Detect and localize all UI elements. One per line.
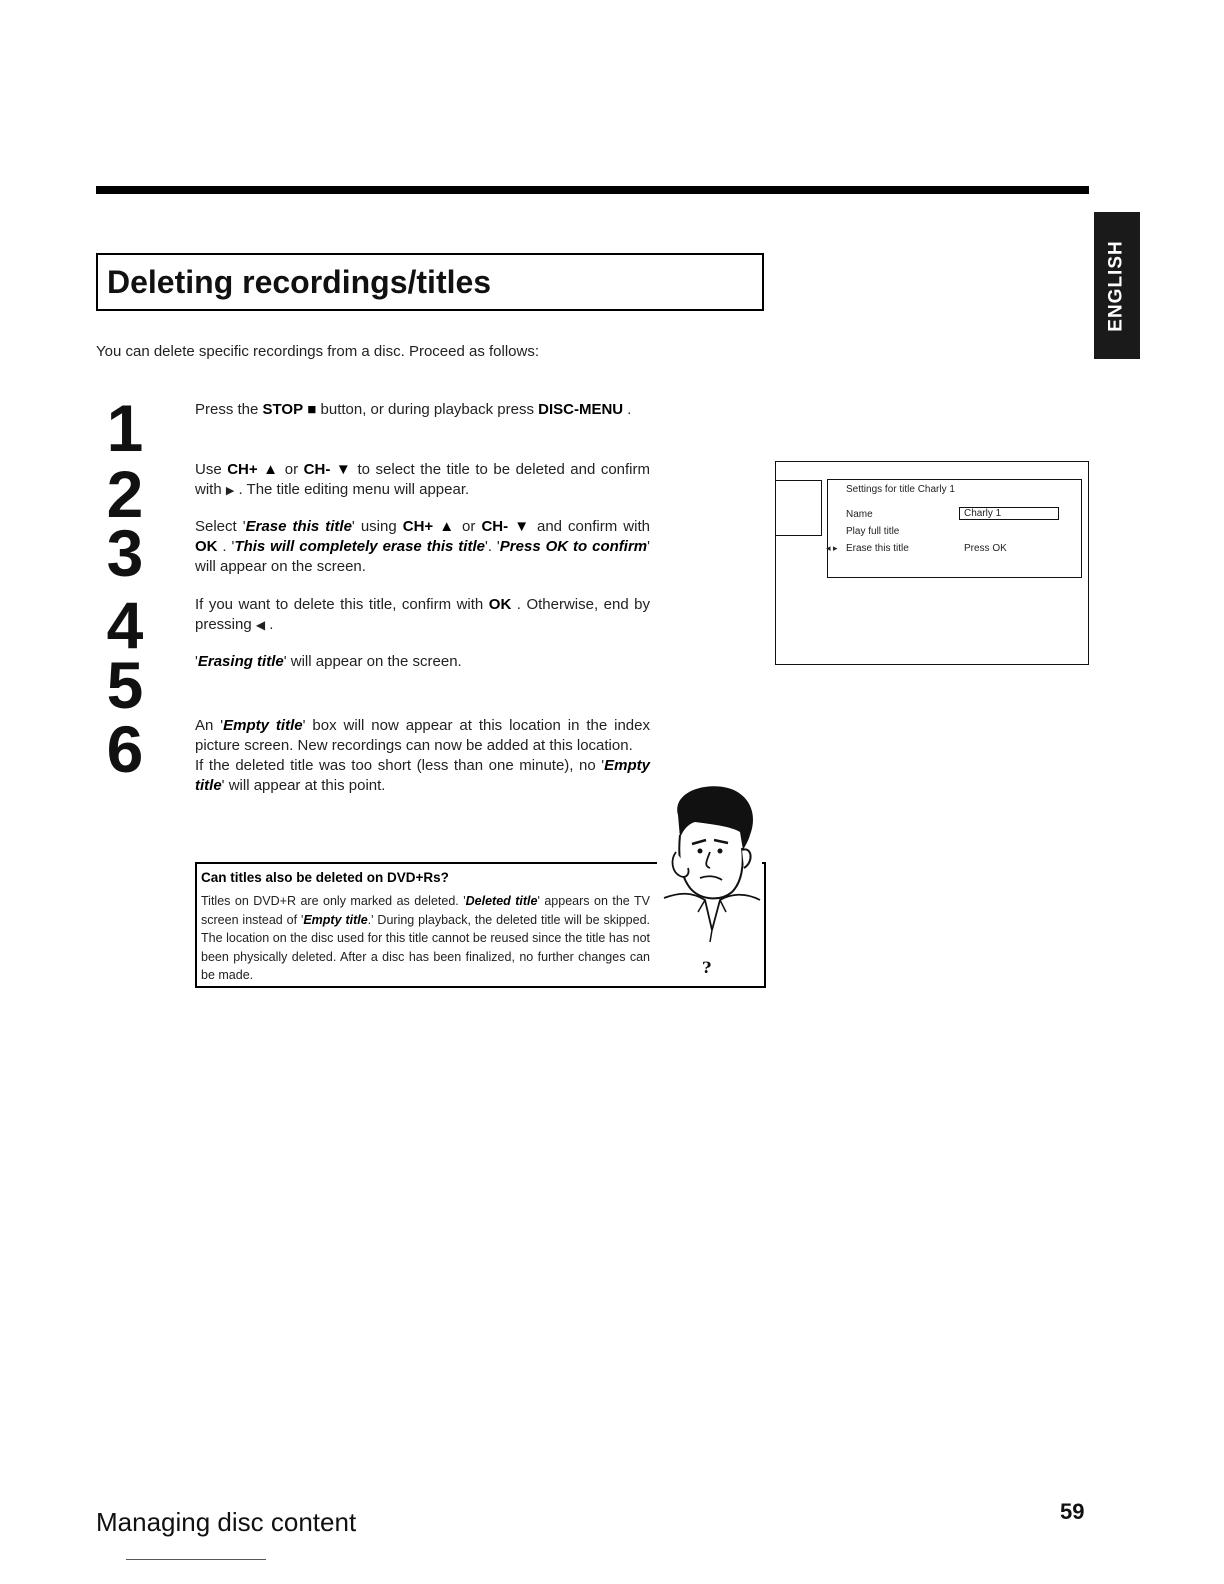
footer-link-underline <box>126 1559 266 1560</box>
tip-body: Titles on DVD+R are only marked as deleted. 'Deleted title' appears on the TV screen instead of 'Empty title.' During playback, the deleted title will be skipped. The location on the disc used for this title cannot be reused since the title has not been physically deleted. After a disc has been finalized, no further changes can be made. <box>201 894 650 982</box>
menu-row-erase-label: Erase this title <box>846 543 909 554</box>
step-number-6: 6 <box>106 712 144 786</box>
step-number-3: 3 <box>106 516 144 590</box>
step-number-4: 4 <box>106 588 144 662</box>
language-tab-label: ENGLISH <box>1106 239 1128 332</box>
menu-header: Settings for title Charly 1 <box>846 484 955 495</box>
step-6-text: An 'Empty title' box will now appear at this location in the index picture screen. New recordings can now be added at this location. If the deleted title was too short (less than one minute), no 'Empty title' will appear at this point. <box>195 717 650 794</box>
menu-row-play-label: Play full title <box>846 526 900 537</box>
footer-section-title: Managing disc content <box>96 1507 357 1537</box>
step-4-text: If you want to delete this title, confirm with OK . Otherwise, end by pressing ◀ . <box>195 596 650 633</box>
step-number-2: 2 <box>106 457 144 531</box>
page-number: 59 <box>1060 1499 1085 1524</box>
tv-screen-illustration <box>775 461 1089 665</box>
tip-heading: Can titles also be deleted on DVD+Rs? <box>201 870 449 885</box>
menu-row-name-value: Charly 1 <box>959 507 1059 520</box>
language-tab <box>1094 212 1140 359</box>
menu-row-name-label: Name <box>846 509 873 520</box>
step-number-1: 1 <box>106 391 144 465</box>
page-title: Deleting recordings/titles <box>107 263 492 300</box>
thinking-man-icon <box>650 780 765 955</box>
step-number-5: 5 <box>106 648 144 722</box>
title-box <box>96 253 764 311</box>
title-settings-menu <box>827 479 1082 578</box>
step-5-text: 'Erasing title' will appear on the screen. <box>195 653 462 670</box>
tv-side-strip <box>776 480 822 536</box>
play-icon: ▶ <box>225 485 235 497</box>
menu-row-erase-value: Press OK <box>964 543 1007 554</box>
header-rule <box>96 186 1089 194</box>
step-1-text: Press the STOP ■ button, or during playback press DISC-MENU . <box>195 401 632 418</box>
step-3-text: Select 'Erase this title' using CH+ ▲ or CH- ▼ and confirm with OK . 'This will completely erase this title'. 'Press OK to confirm' will appear on the screen. <box>195 518 650 575</box>
menu-cursor-icon: ◂ ▸ <box>826 543 838 553</box>
question-mark: ? <box>702 958 712 977</box>
step-2-text: Use CH+ ▲ or CH- ▼ to select the title to be deleted and confirm with ▶ . The title editing menu will appear. <box>195 461 650 498</box>
intro-text: You can delete specific recordings from a disc. Proceed as follows: <box>96 343 540 360</box>
left-arrow-icon: ◀ <box>255 618 266 632</box>
